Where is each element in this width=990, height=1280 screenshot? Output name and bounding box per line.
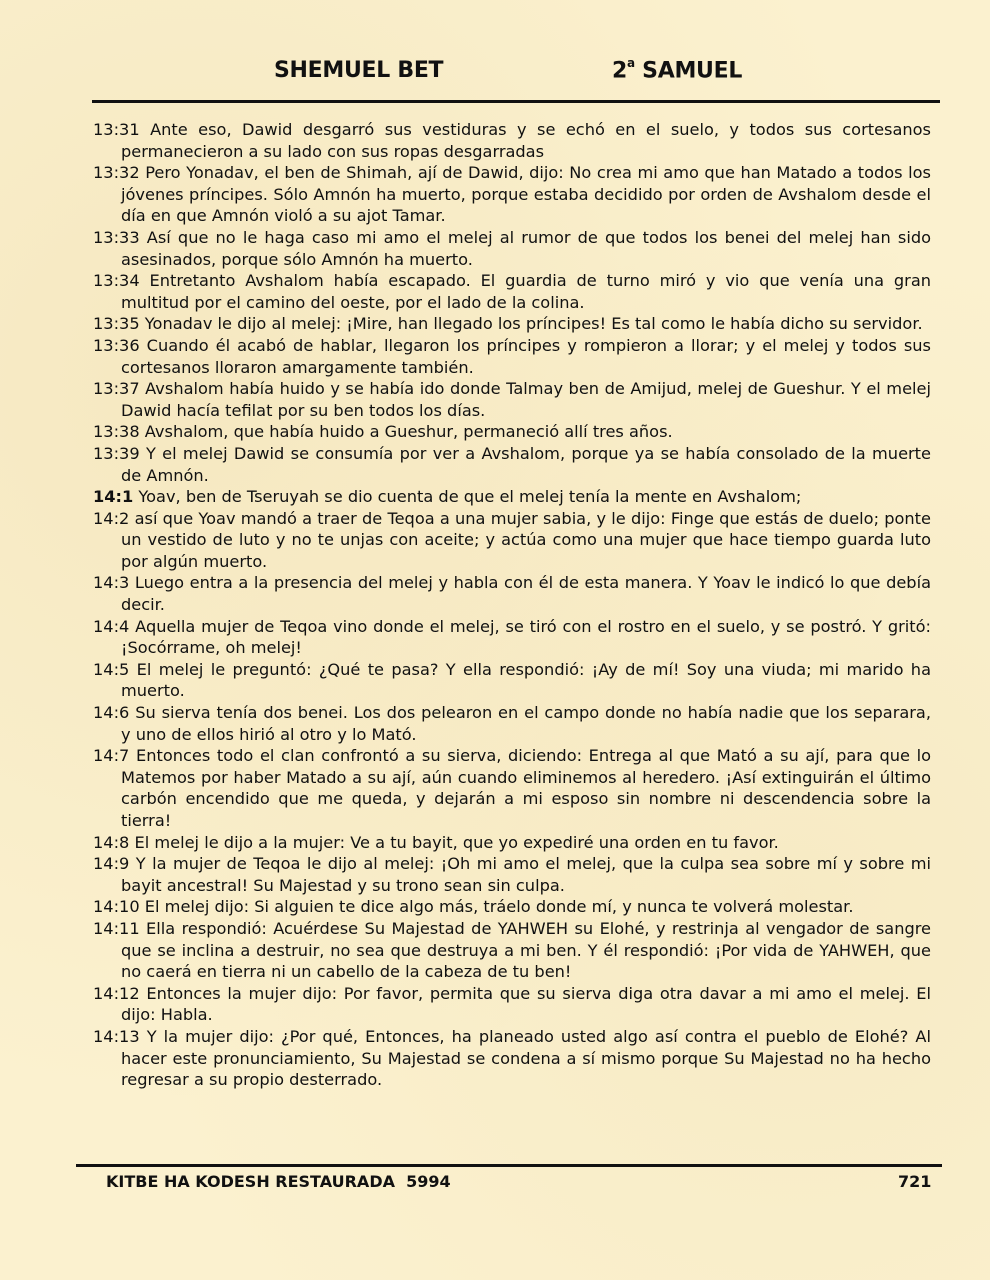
header-rule	[92, 100, 940, 103]
verse	[93, 378, 931, 421]
verse-reference: 14:1	[93, 487, 134, 507]
verse-text: Su sierva tenía dos benei. Los dos pelearon en el campo donde no había nadie que los separara, y uno de ellos hirió al otro y lo Mató.	[121, 703, 931, 744]
page-number: 721	[898, 1172, 932, 1191]
verse-reference: 13:35	[93, 314, 140, 334]
verse	[93, 745, 931, 831]
verse	[93, 335, 931, 378]
verse-text: así que Yoav mandó a traer de Teqoa a una mujer sabia, y le dijo: Finge que estás de duelo; ponte un vestido de luto y no te unjas con aceite; y actúa como una mujer que hace tiempo guarda luto por algún muerto.	[121, 508, 931, 571]
verse	[93, 983, 931, 1026]
footer-rule	[76, 1164, 942, 1167]
verse-text: Así que no le haga caso mi amo el melej al rumor de que todos los benei del melej han sido asesinados, porque sólo Amnón ha muerto.	[121, 227, 931, 269]
header-book-hebrew: SHEMUEL BET	[274, 58, 444, 83]
verse-reference: 14:2	[93, 508, 130, 528]
verse	[93, 918, 931, 983]
verse	[93, 486, 931, 508]
verse-text: Cuando él acabó de hablar, llegaron los príncipes y rompieron a llorar; y el melej y todos sus cortesanos lloraron amargamente también.	[121, 335, 931, 377]
verse-reference: 14:9	[93, 854, 130, 874]
verse-text: Entonces la mujer dijo: Por favor, permita que su sierva diga otra davar a mi amo el melej. El dijo: Habla.	[121, 983, 931, 1025]
verse-reference: 14:5	[93, 659, 130, 679]
verse-reference: 13:38	[93, 422, 140, 442]
verse-reference: 13:37	[93, 379, 140, 399]
verse-text: Pero Yonadav, el ben de Shimah, ají de Dawid, dijo: No crea mi amo que han Matado a todos los jóvenes príncipes. Sólo Amnón ha muerto, porque estaba decidido por orden de Avshalom desde el día en que Amnón violó a su ajot Tamar.	[121, 163, 931, 226]
verse-reference: 14:12	[93, 983, 140, 1003]
header-ordinal-suffix: a	[627, 56, 635, 70]
verse-text: Ante eso, Dawid desgarró sus vestiduras y se echó en el suelo, y todos sus cortesanos permanecieron a su lado con sus ropas desgarradas	[121, 120, 931, 161]
verse-text: El melej le preguntó: ¿Qué te pasa? Y ella respondió: ¡Ay de mí! Soy una viuda; mi marido ha muerto.	[121, 659, 931, 701]
verse-text: Y la mujer de Teqoa le dijo al melej: ¡Oh mi amo el melej, que la culpa sea sobre mí y sobre mi bayit ancestral! Su Majestad y su trono sean sin culpa.	[121, 854, 931, 895]
verse	[93, 421, 931, 443]
verse-reference: 14:13	[93, 1026, 140, 1046]
verse	[93, 443, 931, 486]
verse-text: Luego entra a la presencia del melej y habla con él de esta manera. Y Yoav le indicó lo que debía decir.	[121, 573, 931, 615]
verse-reference: 13:33	[93, 227, 140, 247]
verse	[93, 313, 931, 335]
page-footer	[0, 1172, 990, 1196]
page-header	[0, 58, 990, 92]
verse-reference: 14:4	[93, 616, 130, 636]
verse	[93, 659, 931, 702]
verse-text: Y el melej Dawid se consumía por ver a Avshalom, porque ya se había consolado de la muerte de Amnón.	[121, 443, 931, 485]
verse	[93, 572, 931, 615]
footer-edition-title: KITBE HA KODESH RESTAURADA 5994	[106, 1172, 451, 1191]
header-book-name: SAMUEL	[634, 58, 743, 84]
verse-reference: 13:31	[93, 120, 140, 139]
verse-text: Aquella mujer de Teqoa vino donde el melej, se tiró con el rostro en el suelo, y se postró. Y gritó: ¡Socórrame, oh melej!	[121, 616, 931, 658]
verse	[93, 853, 931, 896]
verse-text: Avshalom había huido y se había ido donde Talmay ben de Amijud, melej de Gueshur. Y el melej Dawid hacía tefilat por su ben todos los días.	[121, 379, 931, 420]
header-book-spanish	[612, 58, 742, 83]
verse-reference: 13:36	[93, 335, 140, 355]
verse-text: Avshalom, que había huido a Gueshur, permaneció allí tres años.	[139, 422, 673, 442]
verse-text: Entonces todo el clan confrontó a su sierva, diciendo: Entrega al que Mató a su ají, para que lo Matemos por haber Matado a su ají, aún cuando eliminemos al heredero. ¡Así extinguirán el último carbón encendido que me queda, y dejarán a mi esposo sin nombre ni descendencia sobre la tierra!	[121, 746, 931, 830]
verse	[93, 508, 931, 573]
verse	[93, 162, 931, 227]
verse-reference: 14:10	[93, 897, 140, 917]
verse-text: Y la mujer dijo: ¿Por qué, Entonces, ha planeado usted algo así contra el pueblo de Elohé? Al hacer este pronunciamiento, Su Majestad se condena a sí mismo porque Su Majestad no ha hecho regresar a su propio desterrado.	[121, 1026, 931, 1090]
verse	[93, 702, 931, 745]
verse	[93, 227, 931, 270]
header-book-number: 2	[612, 58, 628, 84]
verse	[93, 1026, 931, 1091]
verse-text: Ella respondió: Acuérdese Su Majestad de YAHWEH su Elohé, y restrinja al vengador de sangre que se inclina a destruir, no sea que destruya a mi ben. Y él respondió: ¡Por vida de YAHWEH, que no caerá en tierra ni un cabello de la cabeza de tu ben!	[121, 918, 931, 982]
verse-text: Yonadav le dijo al melej: ¡Mire, han llegado los príncipes! Es tal como le había dicho su servidor.	[139, 314, 923, 334]
verse-list	[93, 119, 931, 1091]
verse-reference: 14:8	[93, 832, 130, 852]
verse	[93, 832, 931, 854]
verse-reference: 14:11	[93, 918, 140, 938]
verse-reference: 14:6	[93, 703, 130, 723]
verse-reference: 14:3	[93, 573, 130, 593]
verse	[93, 270, 931, 313]
verse-reference: 14:7	[93, 746, 130, 766]
verse-reference: 13:32	[93, 163, 140, 183]
verse	[93, 616, 931, 659]
verse-reference: 13:34	[93, 271, 140, 291]
verse-text: Yoav, ben de Tseruyah se dio cuenta de que el melej tenía la mente en Avshalom;	[133, 487, 802, 507]
verse	[93, 119, 931, 162]
verse-text: El melej le dijo a la mujer: Ve a tu bayit, que yo expediré una orden en tu favor.	[129, 832, 779, 852]
verse	[93, 896, 931, 918]
verse-reference: 13:39	[93, 443, 140, 463]
verse-text: Entretanto Avshalom había escapado. El guardia de turno miró y vio que venía una gran multitud por el camino del oeste, por el lado de la colina.	[121, 271, 931, 312]
verse-text: El melej dijo: Si alguien te dice algo más, tráelo donde mí, y nunca te volverá molestar.	[139, 897, 854, 917]
